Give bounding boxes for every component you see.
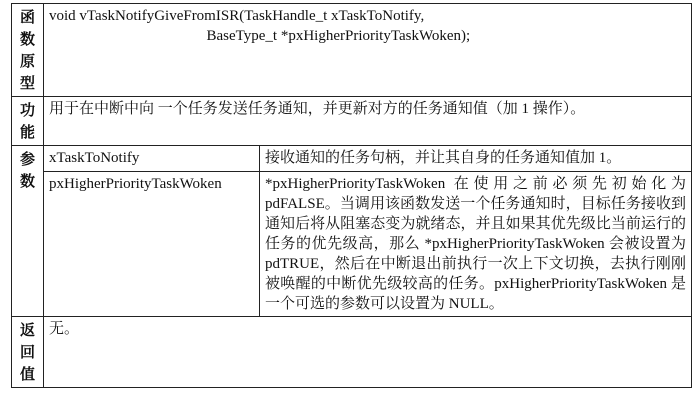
param-name: xTaskToNotify bbox=[44, 146, 260, 172]
function-label: 功 能 bbox=[12, 97, 44, 146]
return-description: 无。 bbox=[44, 317, 692, 388]
param-description: *pxHigherPriorityTaskWoken 在使用之前必须先初始化为 pdFALSE。当调用该函数发送一个任务通知时，目标任务接收到通知后将从阻塞态变为就绪态，并且如果其优先级比当前运行的任务的优先级高，那么 *pxHigherPriorityTaskWoken 会被设置为 pdTRUE，然后在中断退出前执行一次上下文切换，去执行刚刚被唤醒的中断优先级较高的任务。pxHigherPriorityTaskWoken 是一个可选的参数可以设置为 NULL。 bbox=[260, 172, 692, 317]
return-row bbox=[12, 317, 692, 388]
param-row bbox=[12, 172, 692, 317]
return-label: 返 回 值 bbox=[12, 317, 44, 388]
param-description: 接收通知的任务句柄，并让其自身的任务通知值加 1。 bbox=[260, 146, 692, 172]
param-row bbox=[12, 146, 692, 172]
function-row bbox=[12, 97, 692, 146]
prototype-row bbox=[12, 4, 692, 97]
function-signature: void vTaskNotifyGiveFromISR(TaskHandle_t xTaskToNotify, BaseType_t *pxHigherPriorityTaskWoken); bbox=[44, 4, 692, 97]
param-name: pxHigherPriorityTaskWoken bbox=[44, 172, 260, 317]
params-label: 参 数 bbox=[12, 146, 44, 317]
api-reference-table bbox=[11, 3, 692, 388]
function-description: 用于在中断中向 一个任务发送任务通知，并更新对方的任务通知值（加 1 操作）。 bbox=[44, 97, 692, 146]
prototype-label: 函 数 原 型 bbox=[12, 4, 44, 97]
